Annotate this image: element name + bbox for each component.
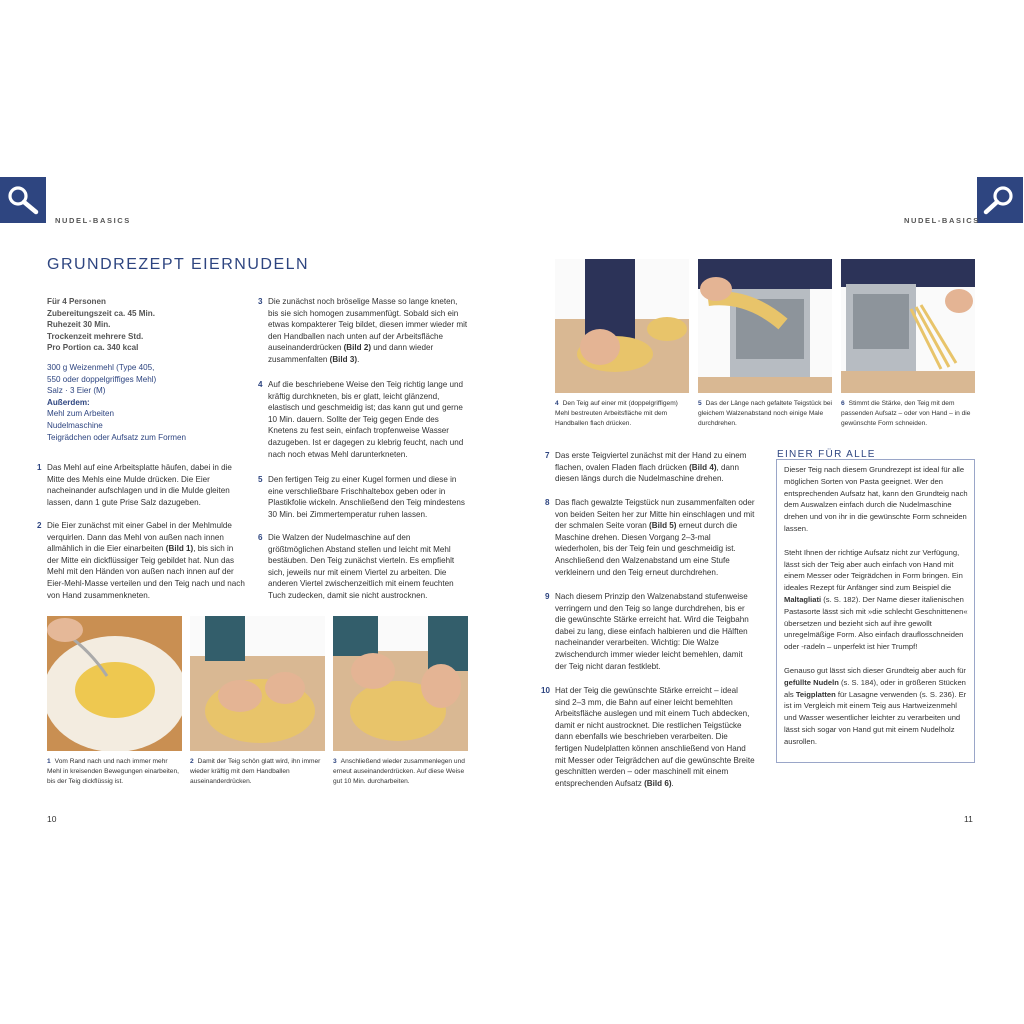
sidebar-paragraph: Dieser Teig nach diesem Grundrezept ist ideal für alle möglichen Sorten von Pasta geeignet. Wer den entsprechenden Aufsatz hat, kann den Grundteig nach dem Auswalzen einfach durch die Nudelmaschine drehen und von ihr in die gewünschte Form schneiden lassen. (784, 465, 968, 533)
servings: Für 4 Personen (47, 297, 106, 306)
step-1: 1 Das Mehl auf eine Arbeitsplatte häufen, dabei in die Mitte des Mehls eine Mulde drücken. Die Eier nacheinander aufschlagen und in die Mulde gleiten lassen, dann 1 gute Prise Salz dazugeben. (37, 463, 232, 507)
step-4: 4 Auf die beschriebene Weise den Teig richtig lange und kräftig durchkneten, bis er glatt, leicht glänzend, elastisch und geschmeidig ist; das kann gut und gerne 10 Min. dauern. Sollte der Teig gegen Ende des Knetens zu fest sein, einfach tropfenweise Wasser dazugeben. Ist er dagegen zu klebrig feucht, nach und nach noch etwas Mehl darunterkneten. (258, 380, 464, 459)
extra-item: Mehl zum Arbeiten (47, 409, 115, 419)
recipe-meta (47, 296, 247, 443)
section-label-left: NUDEL-BASICS (55, 216, 131, 225)
photo-flour-eggs (47, 616, 182, 751)
caption-3: 3 Anschließend wieder zusammenlegen und erneut auseinanderdrücken. Auf diese Weise gut 10 Min. durcharbeiten. (333, 758, 465, 785)
photo-flatten (555, 259, 689, 393)
extra-item: Nudelmaschine (47, 420, 103, 430)
page-number-left: 10 (47, 814, 57, 824)
step-5: 5 Den fertigen Teig zu einer Kugel formen und diese in eine verschließbare Frischhaltebox geben oder in Plastikfolie wickeln. Anschließend den Teig mindestens 30 Min. bei Zimmertemperatur ruhen lassen. (258, 475, 465, 519)
caption-5: 5 Das der Länge nach gefaltete Teigstück bei gleichem Walzenabstand noch einige Male durchdrehen. (698, 400, 833, 427)
caption-1: 1 Vom Rand nach und nach immer mehr Mehl in kreisenden Bewegungen einarbeiten, bis der Teig dickflüssig ist. (47, 758, 179, 785)
prep-time: Zubereitungszeit ca. 45 Min. (47, 308, 155, 318)
sidebar-title: EINER FÜR ALLE (777, 449, 876, 460)
dry-time: Trockenzeit mehrere Std. (47, 331, 144, 341)
step-8: 8 Das flach gewalzte Teigstück nun zusammenfalten oder von beiden Seiten her zur Mitte hin einschlagen und mit der schmalen Seite voran (Bild 5) erneut durch die Maschine drehen. Diesen Vorgang 2–3-mal wiederholen, bis der Teig fein und geschmeidig ist. Anschließend den Walzenabstand um eine Stufe verkleinern und den Teig erneut durchdrehen. (545, 498, 755, 577)
caption-4: 4 Den Teig auf einer mit (doppelgriffigem) Mehl bestreuten Arbeitsfläche mit dem Handballen flach drücken. (555, 400, 678, 427)
sidebar-text (784, 464, 969, 760)
step-2: 2 Die Eier zunächst mit einer Gabel in der Mehlmulde verquirlen. Dann das Mehl von außen nach innen allmählich in die Eier einarbeiten (Bild 1), bis sich in der Mitte ein dickflüssiger Teig gebildet hat. Nun das Mehl mit den Händen von außen nach innen auf der Eier-Mehl-Masse verteilen und den Teig nach und nach von Hand zusammenkneten. (37, 521, 245, 600)
step-9: 9 Nach diesem Prinzip den Walzenabstand stufenweise verringern und den Teig so lange durchdrehen, bis er die gewünschte Stärke erreicht hat. Wird die Teigbahn dabei zu lang, diese einfach halbieren und die Hälften nacheinander verarbeiten. Wichtig: Die Walze zwischendurch immer wieder leicht bemehlen, damit der Teig nicht daran festklebt. (545, 592, 749, 671)
caption-6: 6 Stimmt die Stärke, den Teig mit dem passenden Aufsatz – oder von Hand – in die gewünschte Form schneiden. (841, 400, 971, 427)
sidebar-paragraph: Genauso gut lässt sich dieser Grundteig aber auch für gefüllte Nudeln (s. S. 184), oder in größeren Stücken als Teigplatten für Lasagne verwenden (s. S. 236). Er ist im Vergleich mit einem Teig aus Hartweizenmehl und Wasser wesentlicher leichter zu verarbeiten und lässt sich sogar von Hand gut mit einem Nudelholz ausrollen. (784, 665, 967, 746)
ingredient: Salz · 3 Eier (M) (47, 386, 106, 396)
ingredient: 300 g Weizenmehl (Type 405, (47, 362, 155, 372)
photo-kneading (190, 616, 325, 751)
rest-time: Ruhezeit 30 Min. (47, 320, 111, 330)
section-label-right: NUDEL-BASICS (904, 216, 980, 225)
photo-folding (333, 616, 468, 751)
step-3: 3 Die zunächst noch bröselige Masse so lange kneten, bis sie sich homogen zusammenfügt. Sobald sich ein etwas kompakterer Teig bildet, diesen immer wieder mit den Handballen nach unten auf der Arbeitsfläche auseinanderdrücken (Bild 2) und dann wieder zusammenfalten (Bild 3). (258, 297, 468, 364)
step-10: 10 Hat der Teig die gewünschte Stärke erreicht – ideal sind 2–3 mm, die Bahn auf einer leicht bemehlten Arbeitsfläche auslegen und mit einem Tuch abdecken, damit er nicht austrocknet. Die restlichen Teigstücke dann ebenfalls wie beschrieben verarbeiten. Die fertigen Nudelplatten können anschließend von Hand mit Messer oder Teigrädchen auf die gewünschte Breite geschnitten werden – oder maschinell mit einem entsprechenden Aufsatz (Bild 6). (541, 686, 755, 788)
ingredient: 550 oder doppelgriffiges Mehl) (47, 374, 157, 384)
extras-label: Außerdem: (47, 397, 90, 407)
step-6: 6 Die Walzen der Nudelmaschine auf den größtmöglichen Abstand stellen und leicht mit Mehl bestäuben. Den Teig zunächst vierteln. Es empfiehlt sich, jeweils nur mit einem Viertel zu arbeiten. Die anderen Viertel zwischenzeitlich mit einem feuchten Tuch zudecken, damit sie nicht austrocknen. (258, 533, 455, 600)
portion-kcal: Pro Portion ca. 340 kcal (47, 343, 139, 353)
page-title: GRUNDREZEPT EIERNUDELN (47, 256, 310, 273)
magnifier-icon (977, 177, 1023, 223)
caption-2: 2 Damit der Teig schön glatt wird, ihn immer wieder kräftig mit dem Handballen auseinanderdrücken. (190, 758, 321, 785)
extra-item: Teigrädchen oder Aufsatz zum Formen (47, 432, 187, 442)
step-7: 7 Das erste Teigviertel zunächst mit der Hand zu einem flachen, ovalen Fladen flach drücken (Bild 4), dann diesen längs durch die Nudelmaschine drehen. (545, 451, 747, 484)
page-number-right: 11 (964, 814, 973, 824)
sidebar-paragraph: Steht Ihnen der richtige Aufsatz nicht zur Verfügung, lässt sich der Teig aber auch einfach von Hand mit einem Messer oder Teigrädchen in Form bringen. Ein ideales Rezept für Anfänger sind zum Beispiel die Maltagliati (s. S. 182). Der Name dieser italienischen Pastasorte lässt sich mit »die schlecht Geschnittenen« übersetzen und bezieht sich auf ihre gewollt unregelmäßige Form. Also einfach drauflosschneiden oder -radeln – unperfekt ist hier Trumpf! (784, 547, 968, 652)
photo-cutting (841, 259, 975, 393)
photo-pasta-machine (698, 259, 832, 393)
magnifier-icon (0, 177, 46, 223)
